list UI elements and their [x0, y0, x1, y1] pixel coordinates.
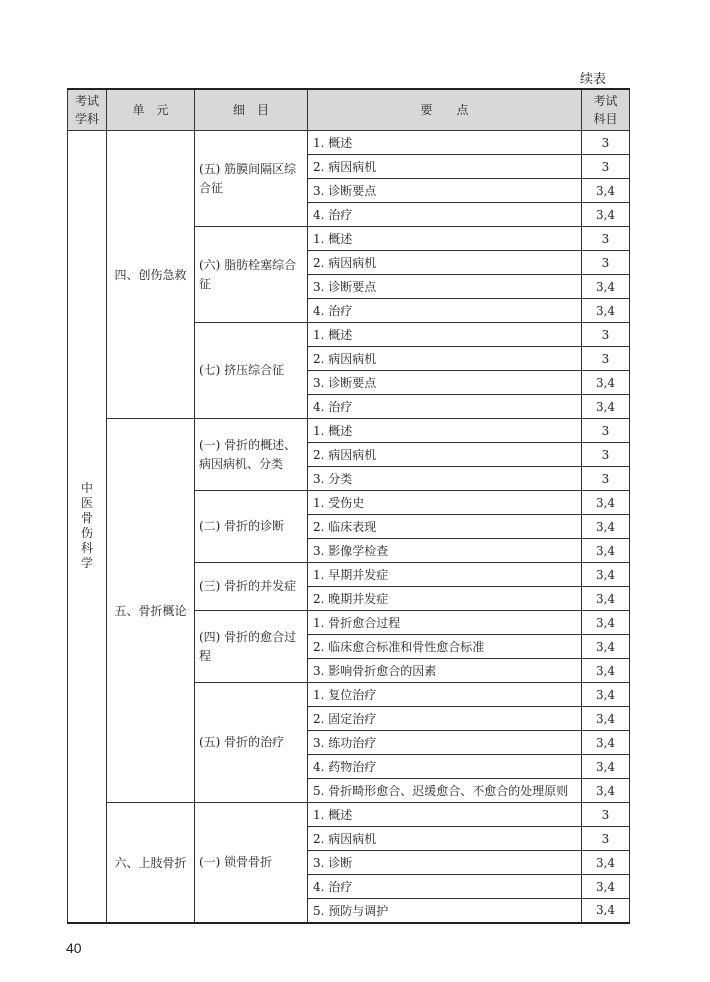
point-cell: 1. 概述	[308, 131, 582, 155]
unit-cell: 六、上肢骨折	[107, 803, 195, 923]
item-cell: (三) 骨折的并发症	[195, 563, 308, 611]
level-cell: 3,4	[582, 563, 630, 587]
level-cell: 3,4	[582, 899, 630, 923]
level-cell: 3,4	[582, 539, 630, 563]
header-point: 要 点	[308, 89, 582, 131]
level-cell: 3,4	[582, 611, 630, 635]
point-cell: 2. 临床表现	[308, 515, 582, 539]
point-cell: 5. 骨折畸形愈合、迟缓愈合、不愈合的处理原则	[308, 779, 582, 803]
point-cell: 2. 病因病机	[308, 827, 582, 851]
point-cell: 2. 病因病机	[308, 155, 582, 179]
table-body	[68, 131, 630, 923]
item-cell: (一) 锁骨骨折	[195, 803, 308, 923]
header-item: 细 目	[195, 89, 308, 131]
level-cell: 3,4	[582, 395, 630, 419]
header-subject: 考试 学科	[68, 89, 107, 131]
header-level: 考试 科目	[582, 89, 630, 131]
level-cell: 3	[582, 155, 630, 179]
header-row	[68, 89, 630, 131]
level-cell: 3	[582, 227, 630, 251]
unit-cell: 四、创伤急救	[107, 131, 195, 419]
point-cell: 2. 病因病机	[308, 347, 582, 371]
level-cell: 3	[582, 467, 630, 491]
syllabus-table	[67, 88, 630, 924]
unit-cell: 五、骨折概论	[107, 419, 195, 803]
level-cell: 3,4	[582, 659, 630, 683]
level-cell: 3,4	[582, 875, 630, 899]
level-cell: 3,4	[582, 683, 630, 707]
point-cell: 4. 治疗	[308, 395, 582, 419]
point-cell: 1. 概述	[308, 323, 582, 347]
point-cell: 3. 影响骨折愈合的因素	[308, 659, 582, 683]
point-cell: 1. 骨折愈合过程	[308, 611, 582, 635]
table-row	[68, 131, 630, 155]
table-row	[68, 803, 630, 827]
level-cell: 3,4	[582, 731, 630, 755]
point-cell: 3. 诊断要点	[308, 371, 582, 395]
level-cell: 3,4	[582, 515, 630, 539]
level-cell: 3	[582, 419, 630, 443]
level-cell: 3	[582, 827, 630, 851]
level-cell: 3	[582, 443, 630, 467]
item-cell: (七) 挤压综合征	[195, 323, 308, 419]
level-cell: 3,4	[582, 755, 630, 779]
point-cell: 3. 诊断	[308, 851, 582, 875]
point-cell: 4. 治疗	[308, 299, 582, 323]
level-cell: 3,4	[582, 371, 630, 395]
level-cell: 3,4	[582, 179, 630, 203]
level-cell: 3,4	[582, 587, 630, 611]
point-cell: 2. 固定治疗	[308, 707, 582, 731]
level-cell: 3	[582, 323, 630, 347]
level-cell: 3,4	[582, 635, 630, 659]
page-number: 40	[66, 940, 82, 956]
level-cell: 3,4	[582, 299, 630, 323]
point-cell: 1. 受伤史	[308, 491, 582, 515]
point-cell: 3. 练功治疗	[308, 731, 582, 755]
point-cell: 3. 影像学检查	[308, 539, 582, 563]
item-cell: (五) 筋膜间隔区综合征	[195, 131, 308, 227]
level-cell: 3	[582, 803, 630, 827]
level-cell: 3	[582, 251, 630, 275]
item-cell: (四) 骨折的愈合过程	[195, 611, 308, 683]
continued-label: 续表	[580, 72, 607, 87]
level-cell: 3,4	[582, 779, 630, 803]
level-cell: 3	[582, 347, 630, 371]
item-cell: (六) 脂肪栓塞综合征	[195, 227, 308, 323]
level-cell: 3	[582, 131, 630, 155]
point-cell: 2. 晚期并发症	[308, 587, 582, 611]
point-cell: 1. 复位治疗	[308, 683, 582, 707]
point-cell: 3. 分类	[308, 467, 582, 491]
point-cell: 2. 病因病机	[308, 251, 582, 275]
point-cell: 2. 病因病机	[308, 443, 582, 467]
level-cell: 3,4	[582, 851, 630, 875]
level-cell: 3,4	[582, 491, 630, 515]
point-cell: 4. 治疗	[308, 203, 582, 227]
point-cell: 2. 临床愈合标准和骨性愈合标准	[308, 635, 582, 659]
item-cell: (五) 骨折的治疗	[195, 683, 308, 803]
point-cell: 1. 早期并发症	[308, 563, 582, 587]
point-cell: 1. 概述	[308, 803, 582, 827]
point-cell: 4. 治疗	[308, 875, 582, 899]
item-cell: (二) 骨折的诊断	[195, 491, 308, 563]
header-unit: 单 元	[107, 89, 195, 131]
level-cell: 3,4	[582, 275, 630, 299]
subject-cell: 中医骨伤科学	[68, 131, 107, 923]
item-cell: (一) 骨折的概述、病因病机、分类	[195, 419, 308, 491]
point-cell: 3. 诊断要点	[308, 275, 582, 299]
point-cell: 3. 诊断要点	[308, 179, 582, 203]
point-cell: 1. 概述	[308, 227, 582, 251]
point-cell: 5. 预防与调护	[308, 899, 582, 923]
point-cell: 4. 药物治疗	[308, 755, 582, 779]
level-cell: 3,4	[582, 707, 630, 731]
point-cell: 1. 概述	[308, 419, 582, 443]
level-cell: 3,4	[582, 203, 630, 227]
table-row	[68, 419, 630, 443]
